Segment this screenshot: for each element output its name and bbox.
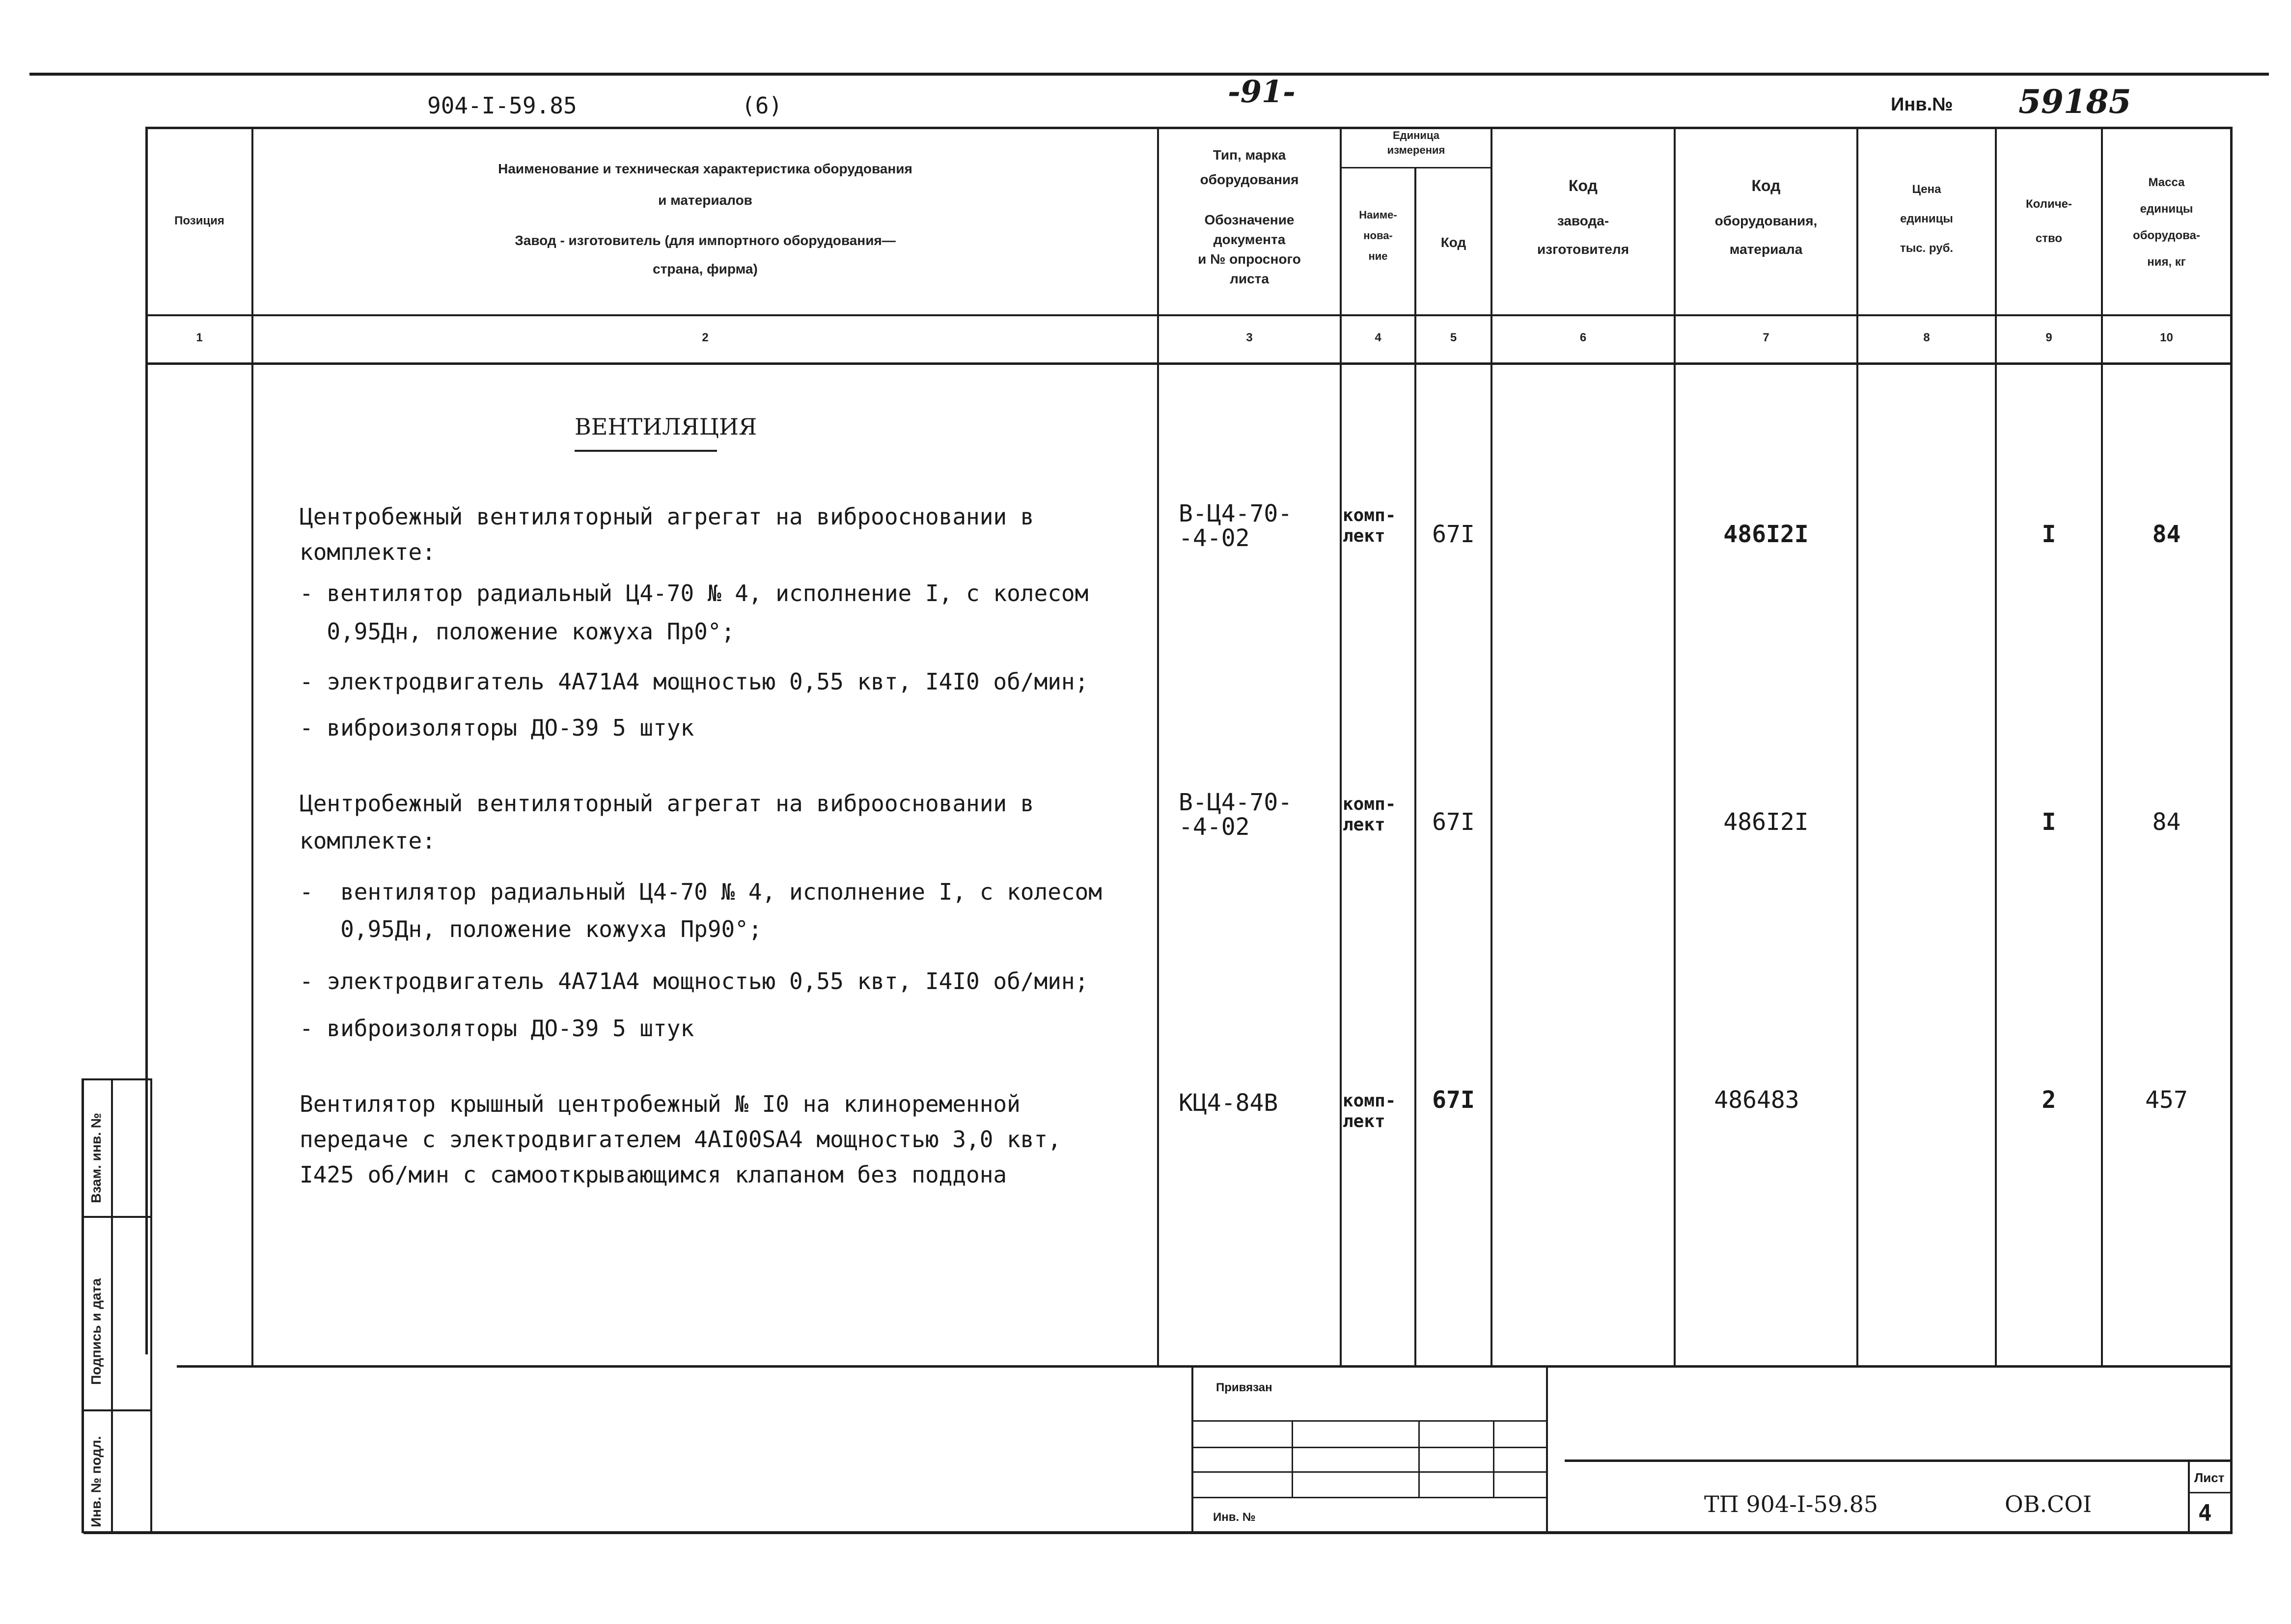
header-type-line1: Тип, марка	[1213, 147, 1286, 163]
header-name-line3: Завод - изготовитель (для импортного оборудования—	[515, 233, 896, 248]
header-unit-name-line2: нова-	[1363, 229, 1393, 242]
item-3-line-2: передаче с электродвигателем 4АI00SА4 мощностью 3,0 квт,	[300, 1126, 1061, 1153]
item-3-line-1: Вентилятор крышный центробежный № I0 на клиноременной	[300, 1091, 1021, 1117]
stamp-right-line	[1546, 1365, 1548, 1532]
header-factory-code-line3: изготовителя	[1537, 242, 1629, 257]
header-mass-line2: единицы	[2140, 202, 2193, 216]
header-mass-line1: Масса	[2148, 176, 2185, 189]
header-price-line1: Цена	[1912, 183, 1941, 196]
header-position: Позиция	[174, 214, 224, 227]
colnum-4: 4	[1375, 331, 1381, 344]
side-stamp-vzam: Взам. инв. №	[88, 1113, 104, 1203]
item-2-line-6: - виброизоляторы ДО-39 5 штук	[300, 1015, 694, 1042]
colnum-1: 1	[196, 331, 203, 344]
side-stamp-outer-left	[82, 1078, 84, 1533]
col-sep-7	[1856, 127, 1858, 1367]
colnum-3: 3	[1246, 331, 1253, 344]
header-factory-code-line2: завода-	[1557, 213, 1609, 228]
header-type-line3: Обозначение	[1204, 212, 1295, 227]
side-stamp-inner	[150, 1078, 152, 1533]
item-2-type-line1: В-Ц4-70-	[1179, 789, 1293, 816]
colnum-2: 2	[702, 331, 709, 344]
footer-top-line	[177, 1365, 2232, 1368]
col-sep-6	[1674, 127, 1676, 1367]
header-material-code-line3: материала	[1729, 242, 1803, 257]
item-3-type-line1: КЦ4-84В	[1179, 1089, 1278, 1117]
item-3-unit-line2: лект	[1343, 1111, 1385, 1131]
header-factory-code-line1: Код	[1569, 177, 1598, 194]
header-type-line6: листа	[1230, 271, 1269, 286]
table-right-line	[2230, 127, 2233, 1531]
header-name-line4: страна, фирма)	[653, 261, 758, 276]
item-3-unit-line1: комп-	[1343, 1091, 1396, 1111]
col-sep-1	[251, 127, 253, 1367]
table-left-line	[145, 127, 148, 1354]
side-stamp-mid	[111, 1078, 113, 1533]
item-2-unit-code: 67I	[1432, 808, 1475, 836]
stamp-col-2	[1418, 1420, 1420, 1497]
item-1-unit-code: 67I	[1432, 521, 1475, 548]
page-mark: -91-	[1228, 74, 1296, 110]
header-unit-name-line1: Наиме-	[1359, 209, 1397, 221]
item-1-line-1: Центробежный вентиляторный агрегат на виброосновании в	[300, 503, 1034, 530]
item-3-qty: 2	[2042, 1086, 2056, 1114]
doc-suffix: ОВ.СОI	[2005, 1491, 2092, 1517]
item-1-type-line2: -4-02	[1179, 524, 1250, 552]
header-unit-group-line1: Единица	[1392, 129, 1439, 141]
col-sep-8	[1995, 127, 1997, 1367]
item-3-material-code: 486483	[1714, 1086, 1799, 1114]
header-bottom-line	[145, 314, 2233, 316]
item-1-mass: 84	[2152, 521, 2181, 548]
col-sep-4	[1414, 167, 1416, 1367]
colnum-7: 7	[1763, 331, 1769, 344]
sheet-cell-mid-line	[2190, 1492, 2232, 1493]
item-1-line-4: 0,95Дн, положение кожуха Пр0°;	[300, 618, 735, 645]
title-block-top-line	[1565, 1459, 2233, 1462]
header-material-code-line1: Код	[1751, 177, 1781, 194]
sheet-part: (6)	[742, 92, 783, 119]
sheet-number: 4	[2198, 1500, 2212, 1526]
header-mass-line3: оборудова-	[2133, 229, 2200, 242]
item-2-line-2: комплекте:	[300, 827, 436, 854]
item-1-line-2: комплекте:	[300, 539, 436, 565]
header-unit-name-line3: ние	[1368, 250, 1388, 262]
side-stamp-podpis: Подпись и дата	[88, 1278, 104, 1385]
sheet-label: Лист	[2194, 1470, 2225, 1485]
header-name-line1: Наименование и техническая характеристика оборудования	[498, 161, 912, 176]
side-stamp-sep-2	[82, 1409, 152, 1411]
item-2-line-3: - вентилятор радиальный Ц4-70 № 4, исполнение I, с колесом	[300, 879, 1102, 905]
header-mass-line4: ния, кг	[2147, 255, 2186, 269]
unit-group-line	[1342, 167, 1491, 168]
item-1-line-5: - электродвигатель 4А71А4 мощностью 0,55 квт, I4I0 об/мин;	[300, 668, 1089, 695]
colnum-5: 5	[1450, 331, 1457, 344]
header-material-code-line2: оборудования,	[1714, 213, 1818, 228]
header-type-line5: и № опросного	[1198, 251, 1301, 267]
header-unit-code: Код	[1440, 235, 1466, 250]
col-sep-3	[1340, 127, 1342, 1367]
item-2-line-5: - электродвигатель 4А71А4 мощностью 0,55 квт, I4I0 об/мин;	[300, 968, 1089, 994]
header-name-line2: и материалов	[658, 193, 752, 208]
item-2-line-1: Центробежный вентиляторный агрегат на виброосновании в	[300, 790, 1034, 817]
section-title-underline	[575, 450, 717, 452]
stamp-privyazan: Привязан	[1216, 1381, 1272, 1394]
side-stamp-sep-1	[82, 1216, 152, 1218]
item-2-mass: 84	[2152, 808, 2181, 836]
side-stamp-inv-podl: Инв. № подл.	[88, 1436, 104, 1527]
header-qty-line2: ство	[2035, 232, 2063, 245]
doc-code: ТП 904-I-59.85	[1704, 1491, 1878, 1517]
table-top-line	[145, 127, 2233, 129]
side-stamp-top	[82, 1078, 152, 1080]
doc-ref: 904-I-59.85	[427, 92, 577, 119]
inv-number: 59185	[2018, 83, 2131, 121]
colnum-10: 10	[2160, 331, 2173, 344]
col-sep-5	[1491, 127, 1492, 1367]
header-qty-line1: Количе-	[2026, 197, 2072, 211]
colnum-bottom-line	[145, 362, 2233, 365]
section-title: ВЕНТИЛЯЦИЯ	[575, 413, 757, 440]
item-1-material-code: 486I2I	[1723, 521, 1809, 548]
item-1-unit-line2: лект	[1343, 526, 1385, 546]
colnum-6: 6	[1579, 331, 1587, 344]
stamp-row-4	[1193, 1497, 1546, 1498]
header-price-line3: тыс. руб.	[1900, 242, 1954, 255]
header-price-line2: единицы	[1900, 212, 1953, 225]
item-2-type-line2: -4-02	[1179, 813, 1250, 841]
stamp-col-1	[1292, 1420, 1293, 1497]
item-2-unit-line2: лект	[1343, 815, 1385, 835]
item-3-mass: 457	[2145, 1086, 2188, 1114]
item-1-line-6: - виброизоляторы ДО-39 5 штук	[300, 715, 694, 741]
item-2-line-4: 0,95Дн, положение кожуха Пр90°;	[300, 916, 762, 942]
item-2-material-code: 486I2I	[1723, 808, 1809, 836]
item-1-line-3: - вентилятор радиальный Ц4-70 № 4, исполнение I, с колесом	[300, 580, 1089, 606]
inv-label: Инв.№	[1891, 94, 1953, 115]
header-type-line2: оборудования	[1200, 172, 1299, 187]
stamp-col-3	[1493, 1420, 1494, 1497]
top-border	[29, 73, 2269, 76]
header-unit-group-line2: измерения	[1387, 144, 1445, 156]
item-2-qty: I	[2042, 808, 2056, 836]
item-1-unit-line1: комп-	[1343, 505, 1396, 525]
stamp-left-line	[1191, 1365, 1193, 1532]
item-2-unit-line1: комп-	[1343, 794, 1396, 814]
header-type-line4: документа	[1213, 232, 1286, 247]
colnum-9: 9	[2045, 331, 2052, 344]
colnum-8: 8	[1923, 331, 1930, 344]
item-1-type-line1: В-Ц4-70-	[1179, 500, 1293, 527]
footer-bottom-line	[83, 1531, 2233, 1534]
item-3-unit-code: 67I	[1432, 1086, 1475, 1114]
col-sep-2	[1157, 127, 1159, 1367]
item-1-qty: I	[2042, 521, 2056, 548]
item-3-line-3: I425 об/мин с самооткрывающимся клапаном без поддона	[300, 1161, 1007, 1188]
sheet-cell-left-line	[2188, 1459, 2190, 1532]
stamp-inv-no: Инв. №	[1213, 1511, 1256, 1524]
col-sep-9	[2101, 127, 2103, 1367]
